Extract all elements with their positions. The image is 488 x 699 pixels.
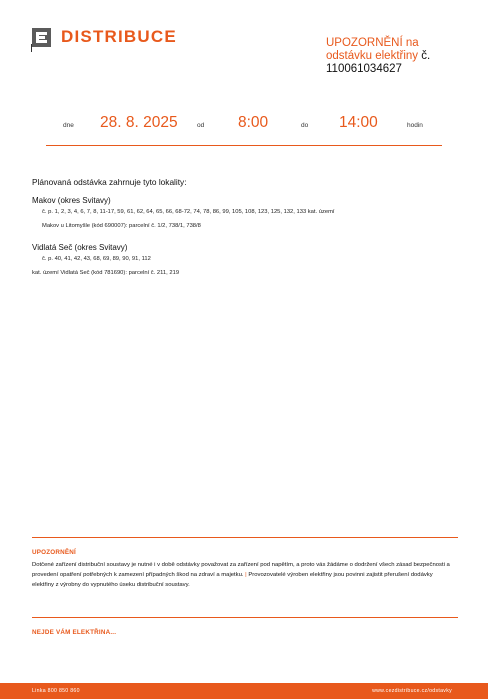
- from-label: od: [197, 122, 205, 129]
- outage-date: 28. 8. 2025: [100, 114, 178, 131]
- notice-title-text: UPOZORNĚNÍ na odstávku elektřiny: [326, 37, 419, 62]
- warning-text-producers: Provozovatelé výroben elektřiny jsou povinni zajistit přerušení dodávky elektřiny z výrobny do vypnutého úseku distribuční soustavy.: [32, 572, 433, 588]
- cez-logo-icon: [32, 28, 51, 47]
- website-link[interactable]: www.cezdistribuce.cz/odstavky: [372, 688, 452, 694]
- footer-bar: [0, 683, 488, 699]
- warning-separator: |: [243, 572, 247, 578]
- locality-name: Vidlatá Seč (okres Svitavy): [32, 243, 128, 252]
- text-cursor: [31, 44, 32, 52]
- locality-name: Makov (okres Svitavy): [32, 196, 111, 205]
- notice-title: [326, 37, 466, 76]
- warning-divider-bottom: [32, 617, 458, 618]
- from-time: 8:00: [238, 114, 269, 131]
- locality-line: kat. území Vidlatá Seč (kód 781690): parcelní č. 211, 219: [32, 270, 180, 276]
- schedule-divider: [46, 145, 442, 146]
- locality-line: č. p. 1, 2, 3, 4, 6, 7, 8, 11-17, 59, 61, 62, 64, 65, 66, 68-72, 74, 78, 86, 99, 105, 108, 123, 125, 132, 133 kat. území: [42, 209, 335, 215]
- locality-vidlata-sec: [32, 243, 179, 277]
- to-time: 14:00: [339, 114, 378, 131]
- logo-text: DISTRIBUCE: [61, 27, 177, 46]
- warning-text: [32, 560, 452, 590]
- locality-makov: [32, 196, 335, 230]
- brand-logo: [32, 27, 177, 47]
- day-label: dne: [63, 122, 74, 129]
- locality-line: č. p. 40, 41, 42, 43, 68, 69, 89, 90, 91, 112: [42, 256, 151, 262]
- notice-number-prefix: č.: [418, 50, 431, 62]
- locality-line: Makov u Litomyšle (kód 690007): parcelní č. 1/2, 738/1, 738/8: [42, 223, 201, 229]
- warning-text-safety: Dotčené zařízení distribuční soustavy je nutné i v době odstávky považovat za zařízení pod napětím, a proto vás žádáme o dodržení všech zásad bezpečnosti a provedení opatření potřebných k zamezení případných škod na zdraví a majetku.: [32, 562, 450, 578]
- localities-intro: Plánovaná odstávka zahrnuje tyto lokality:: [32, 177, 187, 187]
- slogan: NEJDE VÁM ELEKTŘINA...: [32, 629, 117, 636]
- schedule-row: [0, 113, 488, 137]
- hours-label: hodin: [407, 122, 423, 129]
- to-label: do: [301, 122, 309, 129]
- notice-number: 110061034627: [326, 63, 402, 75]
- warning-divider-top: [32, 537, 458, 538]
- hotline-number: Linka 800 850 860: [32, 688, 80, 694]
- warning-heading: UPOZORNĚNÍ: [32, 549, 76, 556]
